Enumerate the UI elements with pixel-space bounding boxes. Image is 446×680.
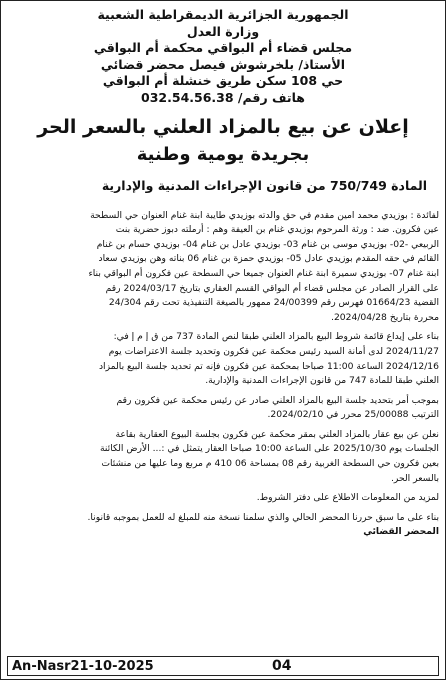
article-reference: المادة 750/749 من قانون الإجراءات المدنية والإدارية bbox=[101, 177, 427, 193]
text-line: بموجب أمر بتحديد جلسة البيع بالمزاد العلني صادر عن رئيس محكمة عين فكرون رقم bbox=[116, 394, 439, 406]
text-line: لفائدة : بوزيدي محمد امين مقدم في حق والدته بوزيدي طايبة ابنة غنام العنوان حي السطحة bbox=[90, 209, 439, 221]
header-republic: الجمهورية الجزائرية الديمقراطية الشعبية bbox=[97, 7, 349, 22]
paragraph-conditions bbox=[7, 330, 439, 388]
paragraph-closing bbox=[7, 511, 439, 540]
publication-reference: An-Nasr21-10-2025 bbox=[12, 658, 154, 674]
footer-bar bbox=[7, 656, 439, 676]
paragraph-info bbox=[7, 491, 439, 506]
text-line: نعلن عن بيع عقار بالمزاد العلني بمقر محكمة عين فكرون بجلسة البيوع العقارية بقاعة bbox=[115, 428, 439, 440]
text-line: القضية 01664/23 فهرس رقم 24/00399 ممهور بالصيغة التنفيذية تحت رقم 24/304 bbox=[108, 297, 439, 309]
text-line: 2024/12/16 الساعة 11:00 صباحا بمحكمة عين فكرون فإنه تم تحديد جلسة البيع بالمزاد bbox=[98, 360, 439, 372]
text-line: القائم في حقه المقدم بوزيدي عادل 05- بوزيدي حمزة بن غنام 06 بناته وهن بوزيدي سعاد bbox=[98, 253, 439, 265]
text-line: الجلسات يوم 2025/10/30 على الساعة 10:00 صباحا العقار يتمثل في :... الأرض الكائنة bbox=[99, 443, 439, 455]
text-line: على القرار الصادر عن مجلس قضاء أم البواقي القسم العقاري بتاريخ 2024/03/17 رقم bbox=[105, 282, 439, 294]
header-ministry: وزارة العدل bbox=[186, 23, 260, 39]
header-bailiff: الأستاذ/ بلخرشوش فيصل محضر قضائي bbox=[100, 56, 346, 72]
text-line: محررة بتاريخ 2024/04/28. bbox=[331, 311, 439, 323]
notice-subtitle: بجريدة يومية وطنية bbox=[136, 143, 310, 165]
text-line: لمزيد من المعلومات الاطلاع على دفتر الشروط. bbox=[256, 492, 439, 504]
text-line: الترتيب 25/00088 محرر في 2024/02/10. bbox=[267, 409, 439, 421]
notice-body bbox=[7, 209, 439, 540]
text-line: العلني طبقا للمادة 747 من قانون الإجراءات المدنية والإدارية. bbox=[205, 375, 439, 387]
paragraph-order bbox=[7, 394, 439, 423]
page-number: 04 bbox=[272, 658, 292, 674]
text-line: عين فكرون. ضد : ورثة المرحوم بوزيدي غنام بن العيفة وهم : أرملته دبوز حضرية بنت bbox=[115, 224, 439, 236]
notice-title: إعلان عن بيع بالمزاد العلني بالسعر الحر bbox=[37, 115, 409, 138]
header-address: حي 108 سكن طريق خنشلة أم البواقي bbox=[102, 73, 344, 89]
text-line: بناء على إيداع قائمة شروط البيع بالمزاد العلني طبقا لنص المادة 737 من ق إ م إ في: bbox=[113, 331, 439, 343]
header-court: مجلس قضاء أم البواقي محكمة أم البواقي bbox=[93, 40, 353, 56]
notice-header bbox=[1, 1, 445, 107]
text-line: 2024/11/27 لدى أمانة السيد رئيس محكمة عين فكرون وتحديد جلسة الاعتراضات يوم bbox=[108, 345, 439, 357]
text-line: الربيعي -02- بوزيدي موسى بن غنام 03- بوزيدي عادل بن غنام 04- بوزيدي حسام بن غنام bbox=[96, 238, 439, 250]
text-line: بالسعر الحر. bbox=[390, 472, 439, 484]
header-phone: هاتف رقم/ 032.54.56.38 bbox=[141, 89, 305, 105]
paragraph-sale bbox=[7, 428, 439, 486]
text-line: بعين فكرون حي السطحة الغربية رقم 08 بمساحة 06 410 م مربع وما عليها من منشئات bbox=[101, 458, 439, 470]
signature-label: المحضر القضائي bbox=[363, 526, 439, 538]
paragraph-parties bbox=[7, 209, 439, 326]
text-line: ابنة غنام 07- بوزيدي سميرة ابنة غنام العنوان جميعا حي السطحة عين فكرون أم البواقي بناء bbox=[88, 267, 439, 279]
text-line: بناء على ما سبق حررنا المحضر الحالي والذي سلمنا نسخة منه للمبلغ له للعمل بموجبه قانونا. bbox=[87, 511, 439, 523]
